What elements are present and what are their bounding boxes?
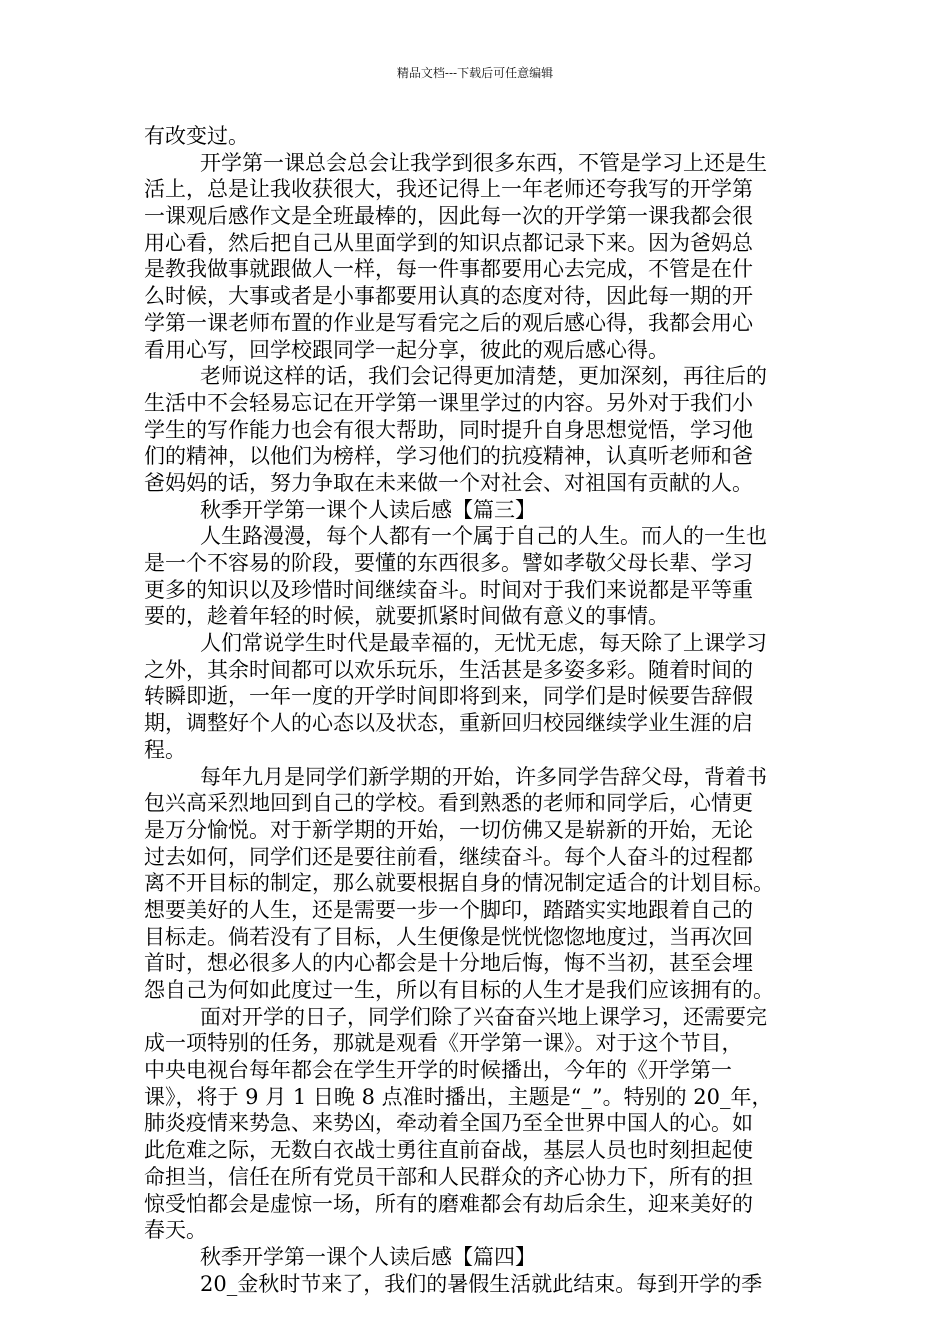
text-line: 学第一课老师布置的作业是写看完之后的观后感心得，我都会用心 [144, 310, 753, 335]
text-line: 面对开学的日子，同学们除了兴奋奋兴地上课学习，还需要完 [200, 1004, 767, 1029]
text-line: 开学第一课总会总会让我学到很多东西，不管是学习上还是生 [200, 150, 767, 175]
text-line: 么时候，大事或者是小事都要用认真的态度对待，因此每一期的开 [144, 284, 753, 309]
text-line: 中央电视台每年都会在学生开学的时候播出，今年的《开学第一 [144, 1058, 732, 1083]
text-line: 学生的写作能力也会有很大帮助，同时提升自身思想觉悟，学习他 [144, 417, 753, 442]
text-line: 惊受怕都会是虚惊一场，所有的磨难都会有劫后余生，迎来美好的 [144, 1191, 753, 1216]
text-line: 此危难之际，无数白衣战士勇往直前奋战，基层人员也时刻担起使 [144, 1138, 753, 1163]
text-line: 一课观后感作文是全班最棒的，因此每一次的开学第一课我都会很 [144, 204, 753, 229]
text-line: 人们常说学生时代是最幸福的，无忧无虑，每天除了上课学习 [200, 631, 767, 656]
text-line: 命担当，信任在所有党员干部和人民群众的齐心协力下，所有的担 [144, 1164, 753, 1189]
text-line: 过去如何，同学们还是要往前看，继续奋斗。每个人奋斗的过程都 [144, 844, 753, 869]
text-line: 生活中不会轻易忘记在开学第一课里学过的内容。另外对于我们小 [144, 390, 753, 415]
text-line: 程。 [144, 737, 186, 762]
text-line: 爸妈妈的话，努力争取在未来做一个对社会、对祖国有贡献的人。 [144, 470, 753, 495]
text-line: 是一个不容易的阶段，要懂的东西很多。譬如孝敬父母长辈、学习 [144, 551, 753, 575]
text-line: 转瞬即逝，一年一度的开学时间即将到来，同学们是时候要告辞假 [144, 684, 753, 709]
text-line: 活上，总是让我收获很大，我还记得上一年老师还夸我写的开学第 [144, 177, 753, 202]
text-line: 想要美好的人生，还是需要一步一个脚印，踏踏实实地跟着自己的 [144, 897, 753, 922]
text-line: 20_金秋时节来了，我们的暑假生活就此结束。每到开学的季 [200, 1271, 763, 1296]
text-line: 有改变过。 [144, 124, 249, 148]
text-line: 之外，其余时间都可以欢乐玩乐，生活甚是多姿多彩。随着时间的 [144, 657, 753, 682]
text-line: 包兴高采烈地回到自己的学校。看到熟悉的老师和同学后，心情更 [144, 791, 753, 816]
text-line: 每年九月是同学们新学期的开始，许多同学告辞父母，背着书 [200, 764, 767, 789]
text-line: 更多的知识以及珍惜时间继续奋斗。时间对于我们来说都是平等重 [144, 577, 753, 602]
text-line: 老师说这样的话，我们会记得更加清楚，更加深刻，再往后的 [200, 364, 767, 389]
text-line: 要的，趁着年轻的时候，就要抓紧时间做有意义的事情。 [144, 604, 669, 629]
text-line: 肺炎疫情来势急、来势凶，牵动着全国乃至全世界中国人的心。如 [144, 1111, 753, 1136]
text-line: 课》，将于 9 月 1 日晚 8 点准时播出，主题是“_”。特别的 20_年， [144, 1084, 773, 1109]
text-line: 是教我做事就跟做人一样，每一件事都要用心去完成，不管是在什 [144, 257, 753, 282]
text-line: 们的精神，以他们为榜样，学习他们的抗疫精神，认真听老师和爸 [144, 444, 753, 469]
text-line: 首时，想必很多人的内心都会是十分地后悔，悔不当初，甚至会埋 [144, 951, 753, 976]
text-line: 用心看，然后把自己从里面学到的知识点都记录下来。因为爸妈总 [144, 230, 753, 255]
document-body [144, 123, 820, 1297]
page-header: 精品文档---下载后可任意编辑 [396, 66, 554, 80]
text-line: 期，调整好个人的心态以及状态，重新回归校园继续学业生涯的启 [144, 711, 753, 736]
text-line: 目标走。倘若没有了目标，人生便像是恍恍惚惚地度过，当再次回 [144, 924, 753, 949]
text-line: 人生路漫漫，每个人都有一个属于自己的人生。而人的一生也 [200, 524, 767, 549]
text-line: 成一项特别的任务，那就是观看《开学第一课》。对于这个节目， [144, 1031, 743, 1056]
text-line: 是万分愉悦。对于新学期的开始，一切仿佛又是崭新的开始，无论 [144, 817, 753, 842]
text-line: 看用心写，回学校跟同学一起分享，彼此的观后感心得。 [144, 337, 669, 362]
text-line: 离不开目标的制定，那么就要根据自身的情况制定适合的计划目标。 [144, 871, 774, 896]
text-line: 秋季开学第一课个人读后感【篇四】 [200, 1244, 536, 1269]
text-line: 春天。 [144, 1218, 207, 1243]
text-line: 秋季开学第一课个人读后感【篇三】 [200, 497, 536, 522]
text-line: 怨自己为何如此度过一生，所以有目标的人生才是我们应该拥有的。 [144, 978, 774, 1002]
